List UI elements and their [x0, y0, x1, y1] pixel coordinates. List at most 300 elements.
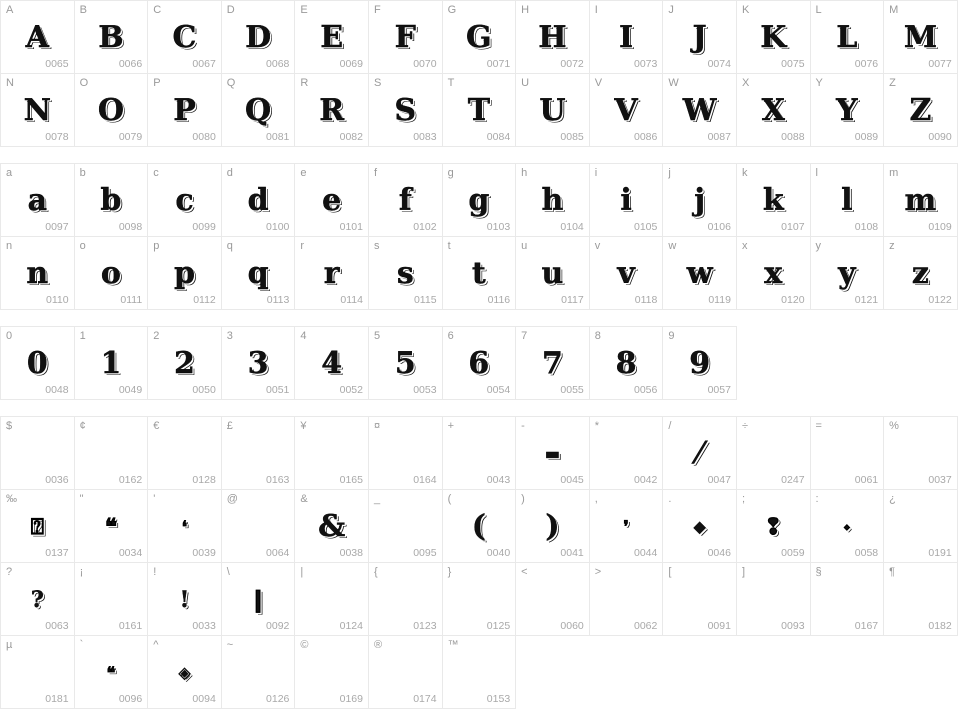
char-code: 0036 [45, 474, 69, 486]
char-label: % [889, 420, 899, 432]
char-label: Z [889, 77, 896, 89]
char-cell[interactable] [442, 489, 517, 563]
char-label: ¥ [300, 420, 307, 432]
char-cell[interactable] [74, 0, 149, 74]
char-label: € [153, 420, 160, 432]
char-label: | [300, 566, 304, 578]
char-label: e [300, 167, 307, 179]
char-label: ÷ [741, 420, 748, 432]
char-cell[interactable] [294, 73, 369, 147]
char-label: " [79, 493, 84, 505]
char-cell[interactable] [515, 163, 590, 237]
char-glyph: x [764, 256, 783, 291]
char-cell[interactable] [294, 489, 369, 563]
char-cell[interactable] [589, 0, 664, 74]
char-cell[interactable] [74, 163, 149, 237]
char-code: 0081 [266, 131, 290, 143]
char-label: ' [153, 493, 156, 505]
char-glyph [148, 431, 221, 477]
char-code: 0096 [118, 693, 143, 705]
char-glyph: 4 [321, 346, 343, 381]
char-cell[interactable] [442, 635, 517, 709]
char-block-lowercase-letters [0, 163, 970, 309]
char-cell[interactable] [736, 416, 811, 490]
char-glyph: h [541, 183, 564, 218]
char-code: 0049 [118, 384, 143, 396]
char-cell[interactable] [0, 416, 75, 490]
char-cell[interactable] [515, 0, 590, 74]
char-code: 0102 [413, 221, 437, 233]
char-cell[interactable] [0, 635, 75, 709]
char-glyph [663, 577, 736, 623]
char-glyph: M [903, 20, 938, 55]
char-cell[interactable] [368, 236, 443, 310]
char-cell[interactable] [810, 73, 885, 147]
char-label: _ [373, 493, 381, 505]
char-cell[interactable] [221, 326, 296, 400]
char-label: o [79, 240, 86, 252]
char-cell[interactable] [0, 0, 75, 74]
char-glyph: f [398, 183, 412, 218]
char-block-digits [0, 326, 970, 399]
char-cell[interactable] [736, 236, 811, 310]
char-cell[interactable] [883, 73, 958, 147]
char-glyph [443, 650, 516, 696]
char-label: t [447, 240, 451, 252]
char-cell[interactable] [368, 326, 443, 400]
char-code: 0075 [781, 58, 805, 70]
char-label: ` [79, 639, 84, 651]
char-cell[interactable] [736, 163, 811, 237]
char-cell[interactable] [74, 562, 149, 636]
char-label: N [6, 77, 14, 89]
char-glyph [75, 431, 148, 477]
char-code: 0062 [633, 620, 658, 632]
char-cell[interactable] [221, 0, 296, 74]
char-code: 0126 [266, 693, 290, 705]
char-label: C [153, 4, 162, 16]
char-cell[interactable] [294, 416, 369, 490]
char-code: 0061 [854, 474, 879, 486]
char-code: 0120 [781, 294, 805, 306]
char-glyph: V [614, 93, 638, 128]
char-code: 0034 [118, 547, 143, 559]
char-label: D [226, 4, 235, 16]
char-code: 0097 [45, 221, 69, 233]
char-label: } [447, 566, 452, 578]
char-glyph: m [904, 183, 937, 218]
char-cell[interactable] [221, 635, 296, 709]
char-cell[interactable] [515, 489, 590, 563]
char-cell[interactable] [515, 73, 590, 147]
char-cell[interactable] [0, 236, 75, 310]
char-glyph: p [173, 256, 195, 291]
char-cell[interactable] [662, 236, 737, 310]
char-code: 0054 [486, 384, 511, 396]
char-cell[interactable] [368, 73, 443, 147]
char-cell[interactable] [883, 236, 958, 310]
char-glyph: b [100, 183, 122, 218]
char-label: m [889, 167, 899, 179]
char-label: c [153, 167, 159, 179]
char-cell[interactable] [589, 326, 664, 400]
char-cell[interactable] [883, 163, 958, 237]
char-glyph: ❢ [764, 514, 783, 540]
char-cell[interactable] [515, 326, 590, 400]
char-label: ? [6, 566, 13, 578]
char-code: 0123 [413, 620, 437, 632]
char-glyph: g [468, 183, 490, 218]
char-cell[interactable] [515, 562, 590, 636]
char-glyph: d [247, 183, 269, 218]
char-glyph: ❜ [623, 517, 629, 536]
char-cell[interactable] [736, 562, 811, 636]
char-cell[interactable] [883, 489, 958, 563]
char-label: k [741, 167, 748, 179]
char-cell[interactable] [74, 416, 149, 490]
char-cell[interactable] [294, 163, 369, 237]
char-label: S [373, 77, 382, 89]
char-label: { [373, 566, 378, 578]
char-code: 0058 [854, 547, 879, 559]
char-code: 0076 [854, 58, 879, 70]
char-label: - [521, 420, 525, 432]
char-code: 0174 [413, 693, 437, 705]
char-code: 0033 [192, 620, 216, 632]
char-cell[interactable] [147, 0, 222, 74]
char-cell[interactable] [147, 163, 222, 237]
char-cell[interactable] [883, 416, 958, 490]
char-code: 0043 [486, 474, 511, 486]
char-cell[interactable] [736, 489, 811, 563]
char-label: + [447, 420, 454, 432]
char-cell[interactable] [0, 73, 75, 147]
char-glyph: Z [909, 93, 932, 128]
char-cell[interactable] [442, 236, 517, 310]
char-label: l [815, 167, 818, 179]
char-glyph: l [841, 183, 853, 218]
char-cell[interactable] [368, 562, 443, 636]
char-cell[interactable] [74, 73, 149, 147]
char-cell[interactable] [0, 326, 75, 400]
char-label: a [6, 167, 13, 179]
char-label: ¡ [79, 566, 84, 578]
char-glyph: ⍰ [30, 514, 44, 540]
char-code: 0064 [266, 547, 290, 559]
char-glyph: ❝ [106, 663, 116, 682]
char-glyph: 5 [394, 346, 416, 381]
char-code: 0095 [413, 547, 437, 559]
char-cell[interactable] [147, 236, 222, 310]
char-cell[interactable] [147, 73, 222, 147]
char-label: u [521, 240, 528, 252]
char-code: 0057 [707, 384, 731, 396]
char-label: U [521, 77, 530, 89]
char-glyph: U [539, 93, 566, 128]
char-label: v [594, 240, 601, 252]
char-cell[interactable] [662, 489, 737, 563]
char-label: x [741, 240, 748, 252]
char-label: = [815, 420, 822, 432]
char-cell[interactable] [662, 326, 737, 400]
char-cell[interactable] [662, 163, 737, 237]
char-cell[interactable] [810, 236, 885, 310]
char-cell[interactable] [515, 416, 590, 490]
char-cell[interactable] [368, 489, 443, 563]
char-code: 0122 [928, 294, 952, 306]
char-cell[interactable] [589, 163, 664, 237]
char-code: 0073 [633, 58, 658, 70]
char-glyph: G [466, 20, 492, 55]
char-code: 0124 [339, 620, 363, 632]
char-glyph: 6 [468, 346, 490, 381]
char-glyph: e [322, 183, 342, 218]
char-cell[interactable] [589, 562, 664, 636]
char-cell[interactable] [883, 562, 958, 636]
char-glyph [369, 650, 442, 696]
char-glyph: ⁄ [697, 436, 703, 471]
char-code: 0247 [781, 474, 805, 486]
char-code: 0100 [266, 221, 290, 233]
char-glyph: X [761, 93, 785, 128]
char-cell[interactable] [662, 73, 737, 147]
char-cell[interactable] [589, 73, 664, 147]
char-glyph: o [100, 256, 121, 291]
char-cell[interactable] [662, 416, 737, 490]
char-cell[interactable] [368, 416, 443, 490]
char-cell[interactable] [0, 489, 75, 563]
char-cell[interactable] [294, 562, 369, 636]
char-label: A [6, 4, 14, 16]
char-glyph: ▬ [544, 444, 561, 463]
char-cell[interactable] [0, 562, 75, 636]
char-cell[interactable] [147, 326, 222, 400]
char-code: 0098 [118, 221, 143, 233]
char-cell[interactable] [74, 489, 149, 563]
char-glyph: 0 [26, 346, 48, 381]
char-code: 0169 [339, 693, 363, 705]
char-label: b [79, 167, 86, 179]
char-cell[interactable] [74, 236, 149, 310]
char-code: 0106 [707, 221, 731, 233]
char-label: J [668, 4, 674, 16]
char-cell[interactable] [442, 163, 517, 237]
char-label: p [153, 240, 160, 252]
char-cell[interactable] [589, 236, 664, 310]
char-glyph: ! [179, 587, 190, 613]
char-cell[interactable] [810, 562, 885, 636]
char-label: Q [226, 77, 236, 89]
char-code: 0104 [560, 221, 584, 233]
char-code: 0080 [192, 131, 216, 143]
char-glyph: ❛ [181, 517, 188, 536]
char-cell[interactable] [147, 635, 222, 709]
char-cell[interactable] [589, 416, 664, 490]
char-cell[interactable] [810, 163, 885, 237]
char-label: ! [153, 566, 157, 578]
char-code: 0085 [560, 131, 584, 143]
char-label: n [6, 240, 13, 252]
char-label: & [300, 493, 308, 505]
char-cell[interactable] [294, 326, 369, 400]
char-cell[interactable] [736, 0, 811, 74]
char-glyph [222, 431, 295, 477]
char-glyph: z [911, 256, 929, 291]
char-cell[interactable] [736, 73, 811, 147]
char-code: 0094 [192, 693, 216, 705]
char-cell[interactable] [221, 163, 296, 237]
char-glyph [369, 431, 442, 477]
char-glyph: N [23, 93, 51, 128]
char-label: F [373, 4, 381, 16]
char-label: / [668, 420, 672, 432]
char-glyph: ? [30, 587, 44, 613]
char-label: r [300, 240, 305, 252]
char-cell[interactable] [442, 416, 517, 490]
char-label: y [815, 240, 822, 252]
char-cell[interactable] [221, 416, 296, 490]
char-cell[interactable] [147, 416, 222, 490]
char-code: 0088 [781, 131, 805, 143]
char-glyph: K [760, 20, 787, 55]
char-glyph [811, 577, 884, 623]
char-cell[interactable] [221, 489, 296, 563]
char-glyph: i [620, 183, 632, 218]
char-cell[interactable] [368, 635, 443, 709]
char-glyph [222, 650, 295, 696]
char-code: 0065 [45, 58, 69, 70]
char-code: 0056 [633, 384, 658, 396]
char-cell[interactable] [589, 489, 664, 563]
char-cell[interactable] [442, 326, 517, 400]
char-glyph: H [538, 20, 567, 55]
char-code: 0105 [633, 221, 658, 233]
char-code: 0161 [118, 620, 143, 632]
char-cell[interactable] [442, 562, 517, 636]
char-code: 0070 [413, 58, 437, 70]
char-glyph: 1 [100, 346, 122, 381]
char-code: 0067 [192, 58, 216, 70]
char-cell[interactable] [883, 0, 958, 74]
char-cell[interactable] [294, 236, 369, 310]
char-code: 0038 [339, 547, 363, 559]
char-cell[interactable] [368, 163, 443, 237]
char-code: 0059 [781, 547, 805, 559]
char-cell[interactable] [662, 562, 737, 636]
char-cell[interactable] [221, 562, 296, 636]
char-cell[interactable] [74, 326, 149, 400]
char-label: $ [6, 420, 13, 432]
char-cell[interactable] [442, 0, 517, 74]
char-label: ~ [226, 639, 234, 651]
char-cell[interactable] [662, 0, 737, 74]
char-code: 0089 [854, 131, 879, 143]
char-glyph [222, 504, 295, 550]
char-cell[interactable] [74, 635, 149, 709]
char-code: 0068 [266, 58, 290, 70]
char-cell[interactable] [810, 416, 885, 490]
char-glyph [737, 431, 810, 477]
char-code: 0116 [487, 294, 511, 306]
char-cell[interactable] [221, 73, 296, 147]
char-code: 0115 [413, 294, 437, 306]
char-cell[interactable] [221, 236, 296, 310]
char-glyph: c [175, 183, 194, 218]
char-code: 0128 [192, 474, 216, 486]
char-cell[interactable] [810, 489, 885, 563]
char-label: 2 [153, 330, 160, 342]
char-code: 0101 [339, 221, 363, 233]
char-glyph: 3 [247, 346, 269, 381]
char-label: f [373, 167, 378, 179]
char-glyph [1, 650, 74, 696]
char-glyph [369, 577, 442, 623]
char-code: 0074 [707, 58, 731, 70]
char-label: W [668, 77, 679, 89]
char-code: 0084 [486, 131, 511, 143]
char-code: 0046 [707, 547, 731, 559]
char-cell[interactable] [147, 489, 222, 563]
char-cell[interactable] [442, 73, 517, 147]
char-glyph: ❙ [248, 587, 268, 613]
char-label: 8 [594, 330, 601, 342]
char-label: T [447, 77, 455, 89]
char-label: M [889, 4, 899, 16]
char-cell[interactable] [810, 0, 885, 74]
char-glyph: L [836, 20, 858, 55]
char-glyph [295, 577, 368, 623]
char-code: 0039 [192, 547, 216, 559]
char-label: > [594, 566, 602, 578]
char-label: I [594, 4, 598, 16]
char-label: g [447, 167, 454, 179]
char-code: 0042 [633, 474, 658, 486]
char-code: 0118 [634, 294, 658, 306]
char-cell[interactable] [294, 635, 369, 709]
char-cell[interactable] [294, 0, 369, 74]
char-code: 0069 [339, 58, 363, 70]
char-code: 0107 [781, 221, 805, 233]
char-code: 0110 [46, 294, 69, 306]
char-label: [ [668, 566, 672, 578]
char-cell[interactable] [368, 0, 443, 74]
char-code: 0063 [45, 620, 69, 632]
char-glyph [590, 431, 663, 477]
char-glyph [811, 431, 884, 477]
char-code: 0092 [266, 620, 290, 632]
char-label: w [668, 240, 677, 252]
char-label: i [594, 167, 598, 179]
char-glyph: J [692, 20, 707, 55]
char-label: 3 [226, 330, 233, 342]
char-code: 0072 [560, 58, 584, 70]
char-glyph: & [318, 509, 346, 544]
char-glyph [884, 431, 957, 477]
char-glyph: 2 [174, 346, 195, 381]
char-glyph [295, 650, 368, 696]
char-glyph [516, 577, 589, 623]
char-label: G [447, 4, 457, 16]
char-cell[interactable] [0, 163, 75, 237]
char-glyph: s [396, 256, 414, 291]
char-label: q [226, 240, 233, 252]
char-glyph: ⬩ [843, 517, 850, 536]
char-cell[interactable] [515, 236, 590, 310]
char-glyph [369, 504, 442, 550]
char-cell[interactable] [147, 562, 222, 636]
char-code: 0047 [707, 474, 731, 486]
char-code: 0041 [560, 547, 584, 559]
